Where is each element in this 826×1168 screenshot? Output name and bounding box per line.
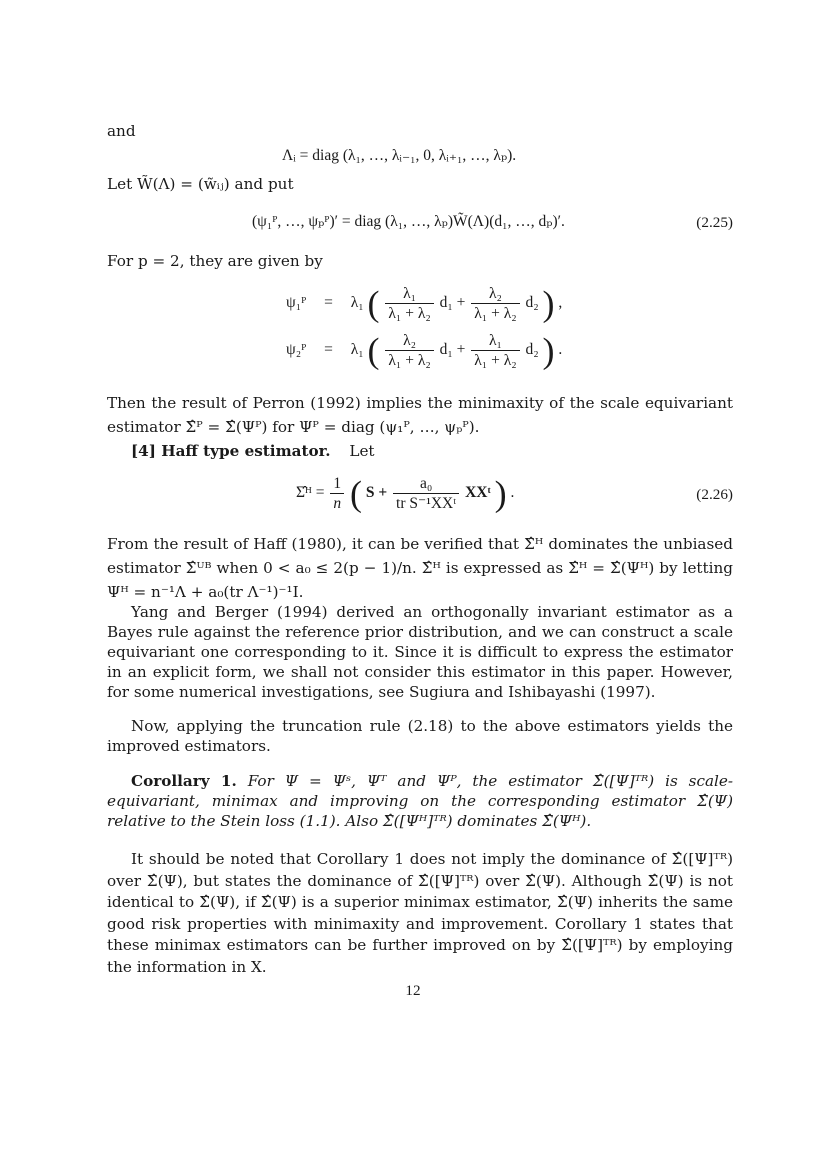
eq226-close: XXᵗ bbox=[465, 484, 491, 502]
text-let-w: Let W̃(Λ) = (w̃ᵢⱼ) and put bbox=[107, 175, 294, 193]
eq226-frac-1n bbox=[330, 474, 344, 513]
haff-heading bbox=[131, 441, 731, 461]
haff-let: Let bbox=[349, 442, 375, 460]
corollary-1 bbox=[107, 771, 733, 831]
equation-2-25: (ψ₁ᴾ, …, ψₚᴾ)′ = diag (λ₁, …, λₚ)W̃(Λ)(d₁, …, dₚ)′. bbox=[252, 213, 565, 230]
equation-number-2-25: (2.25) bbox=[696, 214, 733, 231]
text-for-p2: For p = 2, they are given by bbox=[107, 252, 323, 270]
frac-numerator: λ₁ bbox=[385, 284, 433, 304]
psi1-end: d₂ bbox=[525, 294, 539, 312]
equation-psi2 bbox=[286, 331, 562, 370]
eq226-lhs: Σ̂ᴴ = bbox=[296, 484, 325, 502]
left-paren: ( bbox=[367, 283, 380, 324]
page-number: 12 bbox=[405, 982, 421, 999]
psi2-punct: . bbox=[558, 341, 563, 359]
left-paren: ( bbox=[367, 330, 380, 371]
left-paren: ( bbox=[349, 473, 362, 514]
psi2-equals: = bbox=[324, 341, 333, 359]
psi1-frac-1 bbox=[385, 284, 433, 323]
eq226-open: S + bbox=[365, 484, 388, 502]
frac-numerator: λ₂ bbox=[471, 284, 519, 304]
psi1-prefix: λ₁ bbox=[350, 294, 364, 312]
psi1-equals: = bbox=[324, 294, 333, 312]
frac-denominator: tr S⁻¹XXᵗ bbox=[396, 495, 457, 512]
text-note: It should be noted that Corollary 1 does not imply the dominance of Σ̂([Ψ]ᵀᴿ) over Σ̂(Ψ), but states the dominance of Σ̂([Ψ]ᵀᴿ) over Σ̂(Ψ). Although Σ̂(Ψ) is not identical to Σ̂(Ψ), if Σ̂(Ψ) is a superior minimax estimator, Σ̂(Ψ) inherits the same good risk properties with minimaxity and improvement. Corollary 1 states that these minimax estimators can be further improved on by Σ̂([Ψ]ᵀᴿ) by employing the information in X. bbox=[107, 850, 733, 976]
frac-denominator: λ₁ + λ₂ bbox=[474, 305, 517, 322]
eq226-punct: . bbox=[510, 484, 515, 502]
corollary-label: Corollary 1. bbox=[131, 772, 237, 790]
psi1-frac-2 bbox=[471, 284, 519, 323]
text-yang-berger: Yang and Berger (1994) derived an orthogonally invariant estimator as a Bayes rule against the reference prior distribution, and we can construct a scale equivariant one corresponding to it. Since it is difficult to express the estimator in an explicit form, we shall not consider this estimator in this paper. However, for some numerical investigations, see Sugiura and Ishibayashi (1997). bbox=[107, 603, 733, 701]
equation-2-26 bbox=[296, 474, 514, 513]
equation-number-2-26: (2.26) bbox=[696, 486, 733, 503]
psi2-lhs: ψ₂ᴾ bbox=[286, 341, 307, 359]
right-paren: ) bbox=[542, 283, 555, 324]
psi2-frac-2 bbox=[471, 331, 519, 370]
frac-numerator: λ₁ bbox=[471, 331, 519, 351]
frac-denominator: n bbox=[333, 495, 342, 512]
text-perron: Then the result of Perron (1992) implies the minimaxity of the scale equivariant estimator Σ̂ᴾ = Σ̂(Ψᴾ) for Ψᴾ = diag (ψ₁ᴾ, …, ψₚᴾ). bbox=[107, 394, 733, 436]
equation-psi1 bbox=[286, 284, 562, 323]
psi1-middle: d₁ + bbox=[439, 294, 466, 312]
frac-numerator: a₀ bbox=[393, 474, 459, 494]
psi2-end: d₂ bbox=[525, 341, 539, 359]
frac-denominator: λ₁ + λ₂ bbox=[474, 352, 517, 369]
psi1-lhs: ψ₁ᴾ bbox=[286, 294, 307, 312]
corollary-text: For Ψ = Ψˢ, Ψᵀ and Ψᴾ, the estimator Σ̂([Ψ]ᵀᴿ) is scale-equivariant, minimax and improving on the corresponding estimator Σ̂(Ψ) relative to the Stein loss (1.1). Also Σ̂([Ψᴴ]ᵀᴿ) dominates Σ̂(Ψᴴ). bbox=[107, 772, 733, 830]
psi2-prefix: λ₁ bbox=[350, 341, 364, 359]
frac-numerator: λ₂ bbox=[385, 331, 433, 351]
text-truncation: Now, applying the truncation rule (2.18) to the above estimators yields the improved estimators. bbox=[107, 717, 733, 755]
right-paren: ) bbox=[494, 473, 507, 514]
eq226-frac-a0 bbox=[393, 474, 459, 513]
right-paren: ) bbox=[542, 330, 555, 371]
psi1-punct: , bbox=[558, 294, 563, 312]
text-haff-result: From the result of Haff (1980), it can be verified that Σ̂ᴴ dominates the unbiased estimator Σ̂ᵁᴮ when 0 < a₀ ≤ 2(p − 1)/n. Σ̂ᴴ is expressed as Σ̂ᴴ = Σ̂(Ψᴴ) by letting Ψᴴ = n⁻¹Λ + a₀(tr Λ⁻¹)⁻¹I. bbox=[107, 535, 733, 601]
frac-denominator: λ₁ + λ₂ bbox=[388, 305, 431, 322]
psi2-middle: d₁ + bbox=[439, 341, 466, 359]
frac-numerator: 1 bbox=[330, 474, 344, 494]
haff-label: [4] Haff type estimator. bbox=[131, 442, 331, 460]
frac-denominator: λ₁ + λ₂ bbox=[388, 352, 431, 369]
psi2-frac-1 bbox=[385, 331, 433, 370]
equation-lambda-i: Λᵢ = diag (λ₁, …, λᵢ₋₁, 0, λᵢ₊₁, …, λₚ). bbox=[282, 147, 517, 164]
text-and: and bbox=[107, 122, 136, 140]
